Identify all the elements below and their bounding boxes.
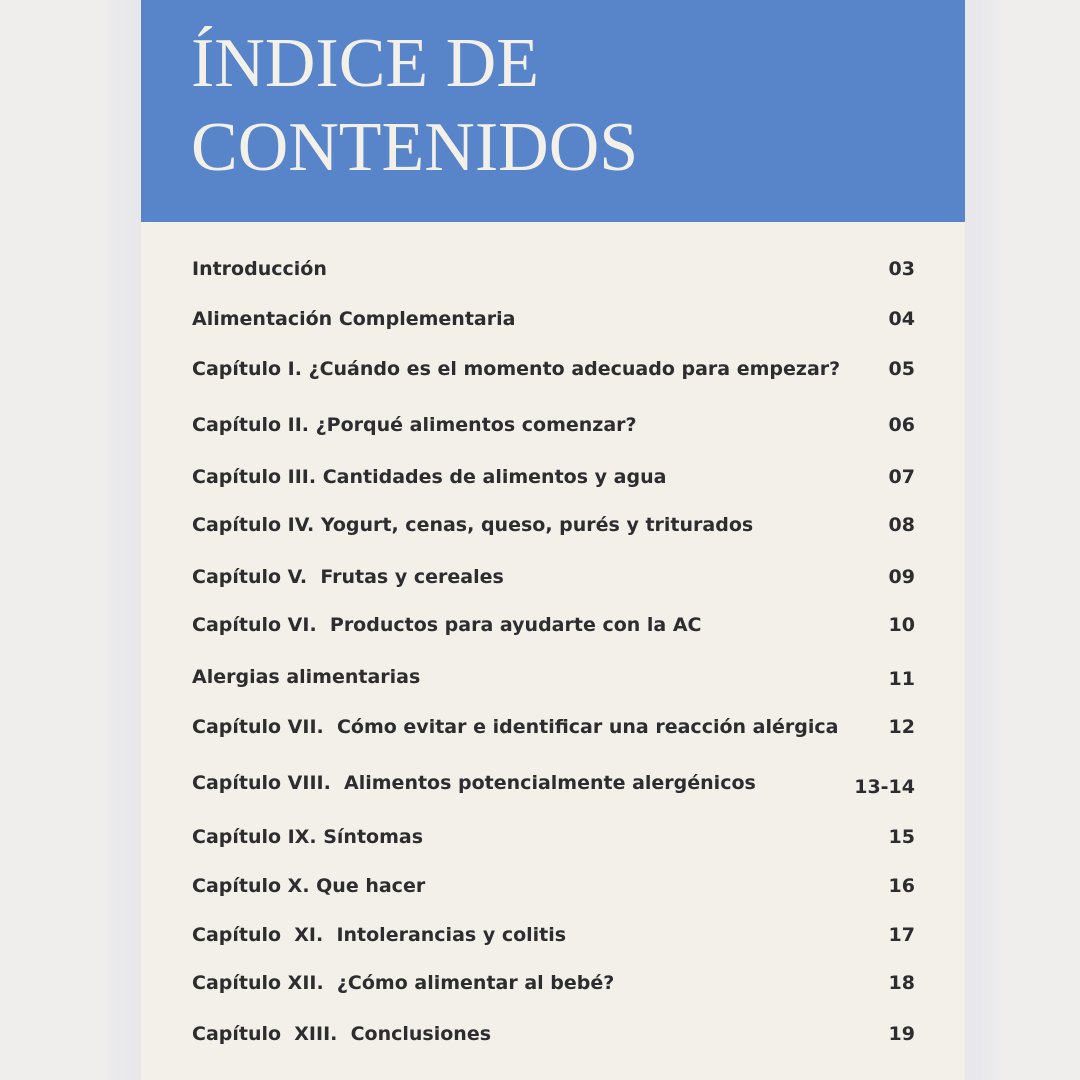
toc-entry-label: Capítulo II. ¿Porqué alimentos comenzar?: [192, 414, 637, 436]
toc-entry[interactable]: [192, 716, 915, 746]
toc-entry[interactable]: [192, 972, 915, 1002]
title-banner: [141, 0, 965, 222]
toc-entry[interactable]: [192, 308, 915, 338]
toc-entry-page: 13-14: [854, 776, 915, 798]
page-title: [191, 22, 638, 190]
toc-entry-label: Alimentación Complementaria: [192, 308, 516, 330]
toc-entry[interactable]: [192, 358, 915, 388]
toc-entry-label: Capítulo XII. ¿Cómo alimentar al bebé?: [192, 972, 615, 994]
toc-entry[interactable]: [192, 258, 915, 288]
toc-entry-label: Capítulo X. Que hacer: [192, 875, 426, 897]
toc-entry-page: 17: [888, 924, 915, 946]
toc-entry-label: Capítulo V. Frutas y cereales: [192, 566, 504, 588]
toc-entry-page: 05: [888, 358, 915, 380]
toc-entry-label: Capítulo III. Cantidades de alimentos y agua: [192, 466, 667, 488]
page-shadow-left: [107, 0, 141, 1080]
toc-entry[interactable]: [192, 666, 915, 696]
page-shadow-right: [965, 0, 1000, 1080]
toc-entry[interactable]: [192, 1023, 915, 1053]
toc-entry-page: 08: [888, 514, 915, 536]
toc-entry-label: Capítulo VI. Productos para ayudarte con la AC: [192, 614, 702, 636]
toc-entry-label: Capítulo IV. Yogurt, cenas, queso, purés y triturados: [192, 514, 754, 536]
toc-entry-label: Capítulo XIII. Conclusiones: [192, 1023, 492, 1045]
toc-entry-page: 16: [888, 875, 915, 897]
toc-entry-page: 15: [888, 826, 915, 848]
toc-entry[interactable]: [192, 772, 915, 802]
toc-entry-page: 06: [888, 414, 915, 436]
toc-entry-page: 10: [888, 614, 915, 636]
toc-entry-page: 03: [888, 258, 915, 280]
toc-entry-label: Capítulo I. ¿Cuándo es el momento adecuado para empezar?: [192, 358, 841, 380]
toc-entry[interactable]: [192, 875, 915, 905]
toc-entry-label: Alergias alimentarias: [192, 666, 421, 688]
document-page: [141, 0, 965, 1080]
toc-entry[interactable]: [192, 514, 915, 544]
toc-entry-page: 09: [888, 566, 915, 588]
toc-entry-page: 12: [888, 716, 915, 738]
title-line-2: CONTENIDOS: [191, 109, 639, 186]
toc-entry[interactable]: [192, 826, 915, 856]
toc-entry-page: 18: [888, 972, 915, 994]
toc-entry[interactable]: [192, 414, 915, 444]
title-line-1: ÍNDICE DE: [191, 25, 539, 102]
toc-entry[interactable]: [192, 466, 915, 496]
toc-entry-label: Capítulo IX. Síntomas: [192, 826, 424, 848]
toc-entry-label: Capítulo VII. Cómo evitar e identificar una reacción alérgica: [192, 716, 839, 738]
toc-entry[interactable]: [192, 924, 915, 954]
toc-entry-page: 11: [888, 668, 915, 690]
toc-entry-label: Capítulo VIII. Alimentos potencialmente alergénicos: [192, 772, 756, 794]
toc-entry-label: Capítulo XI. Intolerancias y colitis: [192, 924, 567, 946]
toc-entry-page: 19: [888, 1023, 915, 1045]
toc-entry[interactable]: [192, 614, 915, 644]
toc-entry-page: 04: [888, 308, 915, 330]
toc-entry-label: Introducción: [192, 258, 327, 280]
toc-entry[interactable]: [192, 566, 915, 596]
toc-entry-page: 07: [888, 466, 915, 488]
